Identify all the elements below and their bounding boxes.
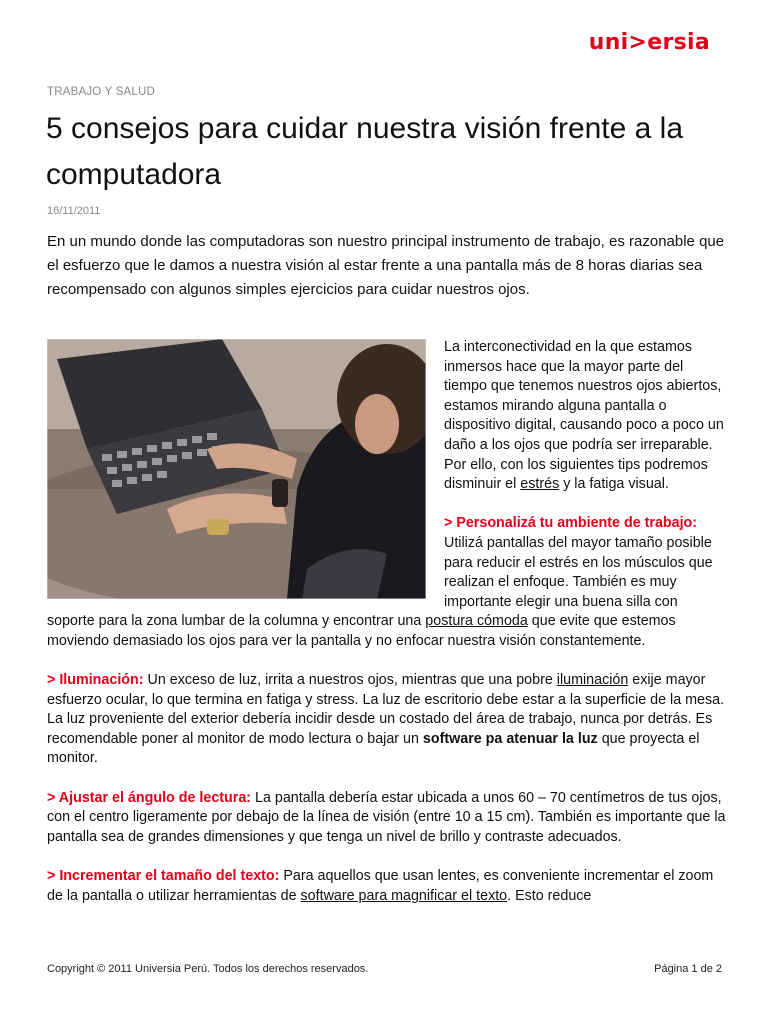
article-date: 16/11/2011 bbox=[47, 205, 101, 217]
paragraph-text: Un exceso de luz, irrita a nuestros ojos, mientras que una pobre bbox=[143, 672, 557, 689]
paragraph-text: y la fatiga visual. bbox=[559, 476, 669, 493]
tip-heading-text-size: > Incrementar el tamaño del texto: bbox=[47, 868, 280, 885]
tip-heading-angle: > Ajustar el ángulo de lectura: bbox=[47, 789, 252, 806]
paragraph-angle bbox=[47, 789, 727, 848]
paragraph-text: exije mayor esfuerzo ocular, lo que termina en fatiga y stress. La luz de escritorio debe estar a la superficie de la mesa. La luz proveniente del exterior debería incidir desde un costado del área de trabajo, nunca por detrás. Es recomendable poner al monitor de modo lectura o bajar un bbox=[47, 672, 725, 747]
paragraph-text: Para aquellos que usan lentes, es conveniente incrementar el zoom de la pantalla o utilizar herramientas de bbox=[47, 868, 714, 904]
universia-logo: uni>ersia bbox=[588, 30, 710, 55]
stress-link[interactable]: estrés bbox=[520, 476, 560, 493]
paragraph-lighting bbox=[47, 671, 727, 769]
article-intro: En un mundo donde las computadoras son nuestro principal instrumento de trabajo, es razonable que el esfuerzo que le damos a nuestra visión al estar frente a una pantalla más de 8 horas diarias sea recompensado con algunos simples ejercicios para cuidar nuestros ojos. bbox=[47, 233, 725, 298]
software-bold: software pa atenuar la luz bbox=[422, 730, 598, 747]
paragraph-text: La pantalla debería estar ubicada a unos 60 – 70 centímetros de tus ojos, con el centro ligeramente por debajo de la línea de visión (entre 10 a 15 cm). También es importante que la pantalla sea de grandes dimensiones y que tenga un nivel de brillo y contraste adecuados. bbox=[47, 789, 726, 845]
footer-copyright: Copyright © 2011 Universia Perú. Todos los derechos reservados. bbox=[47, 963, 369, 975]
paragraph-text: Utilizá pantallas del mayor tamaño posible para reducir el estrés en los músculos que realizan el enfoque. También es muy importante elegir una buena silla con soporte para la zona lumbar de la columna y encontrar una bbox=[47, 534, 713, 630]
paragraph-text: . Esto reduce bbox=[507, 887, 592, 904]
photo-spacer bbox=[47, 338, 444, 608]
tip-heading-lighting: > Iluminación: bbox=[47, 672, 144, 689]
paragraph-text: que evite que estemos moviendo demasiado los ojos para ver la pantalla y no enfocar nuestra visión constantemente. bbox=[47, 613, 676, 649]
article-body bbox=[47, 338, 727, 926]
article-title: 5 consejos para cuidar nuestra visión frente a la computadora bbox=[46, 112, 684, 191]
paragraph-text: La interconectividad en la que estamos inmersos hace que la mayor parte del tiempo que tenemos nuestros ojos abiertos, estamos mirando alguna pantalla o dispositivo digital, causando poco a poco un daño a los ojos que podría ser irreparable. Por ello, con los siguientes tips podremos disminuir el bbox=[444, 339, 724, 493]
tip-heading-workspace: > Personalizá tu ambiente de trabajo: bbox=[444, 515, 698, 532]
paragraph-text-size bbox=[47, 867, 727, 906]
lighting-link[interactable]: iluminación bbox=[556, 672, 629, 689]
posture-link[interactable]: postura cómoda bbox=[425, 613, 528, 630]
magnifier-link[interactable]: software para magnificar el texto bbox=[300, 887, 508, 904]
paragraph-text: que proyecta el monitor. bbox=[47, 730, 700, 767]
footer-page-number: Página 1 de 2 bbox=[654, 963, 722, 975]
section-label: TRABAJO Y SALUD bbox=[47, 86, 156, 98]
